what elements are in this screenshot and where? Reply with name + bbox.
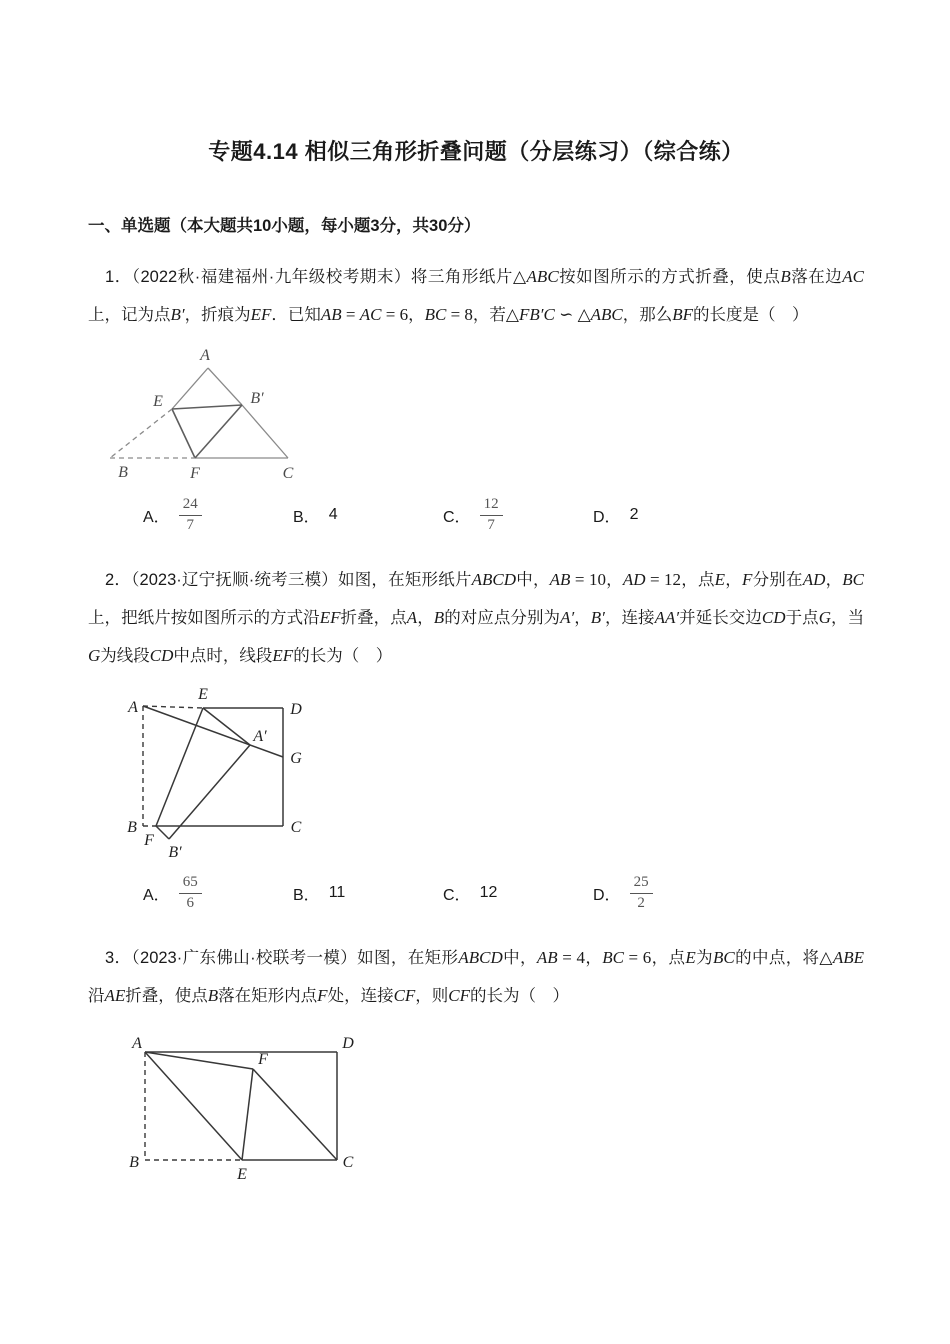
fig1-line-BprimeC	[242, 405, 288, 458]
text-run: 沿	[88, 987, 105, 1005]
text-run: 的长为（ ）	[293, 647, 393, 665]
math-run: ABC	[590, 305, 623, 324]
fig1-line-ABprime	[208, 368, 242, 405]
fig3-line-AF	[145, 1052, 253, 1069]
fig2-line-EAprime	[203, 708, 250, 745]
question-2	[88, 561, 864, 917]
fraction-numerator: 24	[179, 496, 202, 515]
fig1-label-C: C	[282, 465, 294, 482]
math-run: △	[512, 267, 527, 286]
fig2-label-C: C	[290, 819, 302, 836]
text-run: ，	[574, 609, 591, 627]
fraction	[179, 874, 202, 912]
math-run: G	[818, 608, 831, 627]
q1-option-a	[143, 496, 293, 534]
math-run: AA′	[654, 608, 680, 627]
math-run: G	[88, 646, 101, 665]
question-1	[88, 258, 864, 539]
math-run: B	[207, 986, 219, 1005]
figure-q3-folded-rectangle	[100, 1027, 360, 1187]
text-run: 落在边	[790, 268, 843, 286]
fig2-label-B-prime: B′	[168, 844, 182, 861]
math-run: AB	[320, 305, 342, 324]
question-3-text	[88, 939, 864, 1015]
fig1-line-FBprime	[195, 405, 242, 458]
math-run: = 6	[381, 305, 409, 324]
text-run: 的中点，将	[734, 949, 820, 967]
fig1-line-EF-crease	[172, 409, 195, 458]
fraction	[630, 874, 653, 912]
q2-option-c	[443, 882, 593, 905]
text-run: 并延长交边	[679, 609, 762, 627]
option-value: 12	[479, 884, 498, 901]
option-label: D．	[593, 508, 621, 526]
option-value: 2	[629, 506, 639, 523]
question-1-options	[88, 491, 864, 539]
fig2-label-G: G	[290, 750, 302, 767]
text-run: 于点	[785, 609, 819, 627]
math-run: A	[406, 608, 418, 627]
fraction-denominator: 2	[637, 894, 645, 911]
q2-option-b	[293, 882, 443, 905]
text-run: 分别在	[752, 571, 803, 589]
page-content	[0, 135, 950, 1187]
math-run: F	[741, 570, 753, 589]
option-label: C．	[443, 886, 471, 904]
text-run: ，点	[651, 949, 686, 967]
math-run: B′	[170, 305, 185, 324]
fig1-label-F: F	[190, 465, 200, 482]
fraction	[179, 496, 202, 534]
fraction-numerator: 25	[630, 874, 653, 893]
fig3-line-FC	[253, 1069, 337, 1160]
math-run: ∽	[554, 305, 578, 324]
text-run: 中，	[516, 571, 550, 589]
math-run: ABCD	[471, 570, 517, 589]
question-2-text	[88, 561, 864, 675]
fraction-denominator: 7	[487, 516, 495, 533]
text-run: ，连接	[604, 609, 655, 627]
math-run: BC	[424, 305, 447, 324]
text-run: 3．（2023·广东佛山·校联考一模）如图，在矩形	[105, 949, 459, 967]
q1-option-b	[293, 504, 443, 527]
fig2-label-F: F	[144, 832, 154, 849]
fig2-label-A-prime: A′	[253, 728, 267, 745]
text-run: 落在矩形内点	[218, 987, 318, 1005]
fraction-numerator: 65	[179, 874, 202, 893]
question-2-options	[88, 869, 864, 917]
fraction-numerator: 12	[480, 496, 503, 515]
text-run: 2．（2023·辽宁抚顺·统考三模）如图，在矩形纸片	[105, 571, 472, 589]
section-heading: 一、单选题（本大题共10小题，每小题3分，共30分）	[88, 217, 481, 235]
math-run: B	[433, 608, 445, 627]
fig1-line-EB-dashed	[110, 409, 172, 458]
text-run: 的长为（ ）	[470, 987, 570, 1005]
text-run: ，	[408, 306, 425, 324]
fig1-line-EBprime	[172, 405, 242, 409]
text-run: ，折痕为	[184, 306, 251, 324]
text-run: ，	[825, 571, 843, 589]
math-run: ABC	[526, 267, 559, 286]
math-run: = 8	[446, 305, 473, 324]
fig3-label-C: C	[342, 1154, 354, 1171]
text-run: 上，记为点	[88, 306, 171, 324]
math-run: CD	[149, 646, 174, 665]
fig3-label-E: E	[237, 1166, 247, 1183]
math-run: AC	[842, 267, 865, 286]
text-run: 的对应点分别为	[444, 609, 561, 627]
q2-option-a	[143, 874, 293, 912]
fig3-line-AE-crease	[145, 1052, 242, 1160]
fig1-label-B-prime: B′	[250, 390, 264, 407]
math-run: B	[780, 267, 791, 286]
option-value: 11	[328, 884, 346, 901]
math-run: CF	[448, 986, 471, 1005]
text-run: 上，把纸片按如图所示的方式沿	[88, 609, 320, 627]
text-run: ，	[605, 571, 623, 589]
fig1-label-E: E	[153, 393, 163, 410]
q1-option-c	[443, 496, 593, 534]
fig2-label-E: E	[198, 686, 208, 703]
math-run: ABCD	[458, 948, 503, 967]
text-run: 1．（2022秋·福建福州·九年级校考期末）将三角形纸片	[105, 268, 513, 286]
text-run: ，	[417, 609, 434, 627]
option-value: 4	[328, 506, 338, 523]
math-run: △	[505, 305, 519, 324]
text-run: 折叠，点	[340, 609, 407, 627]
math-run: = 4	[557, 948, 585, 967]
question-1-text	[88, 258, 864, 334]
math-run: AC	[359, 305, 382, 324]
text-run: 按如图所示的方式折叠，使点	[558, 268, 781, 286]
fraction	[480, 496, 503, 534]
fig3-label-A: A	[132, 1035, 142, 1052]
text-run: ，则	[415, 987, 449, 1005]
math-run: B′	[590, 608, 605, 627]
math-run: E	[685, 948, 696, 967]
text-run: 处，连接	[327, 987, 394, 1005]
figure-q1-folded-triangle	[100, 340, 310, 485]
text-run: ．已知	[271, 306, 321, 324]
fig1-label-B: B	[118, 464, 128, 481]
option-label: B．	[293, 886, 320, 904]
fraction-denominator: 6	[186, 894, 194, 911]
fig3-label-D: D	[342, 1035, 354, 1052]
q1-option-d	[593, 504, 743, 527]
option-label: D．	[593, 886, 621, 904]
math-run: AD	[622, 570, 646, 589]
fig2-line-AE-dashed	[143, 706, 203, 708]
figure-q2-folded-rectangle	[108, 683, 338, 863]
text-run: ，	[584, 949, 603, 967]
fig2-label-A: A	[128, 699, 138, 716]
math-run: = 10	[570, 570, 606, 589]
fig3-line-FE	[242, 1069, 253, 1160]
math-run: BC	[602, 948, 624, 967]
text-run: ，点	[681, 571, 715, 589]
fig1-label-A: A	[200, 347, 210, 364]
text-run: ，那么	[622, 306, 673, 324]
question-3	[88, 939, 864, 1187]
fig3-label-F: F	[258, 1051, 268, 1068]
math-run: BF	[672, 305, 694, 324]
option-label: A．	[143, 508, 170, 526]
fig2-label-D: D	[290, 701, 302, 718]
math-run: △	[577, 305, 591, 324]
math-run: BC	[712, 948, 735, 967]
math-run: ABE	[832, 948, 865, 967]
math-run: A′	[560, 608, 575, 627]
fig3-label-B: B	[129, 1154, 139, 1171]
math-run: AB	[536, 948, 558, 967]
math-run: AB	[549, 570, 571, 589]
math-run: CD	[761, 608, 786, 627]
math-run: BC	[842, 570, 865, 589]
math-run: FB′C	[519, 305, 555, 324]
fig2-line-BprimeAprime	[169, 745, 250, 839]
math-run: = 12	[645, 570, 682, 589]
math-run: EF	[272, 646, 294, 665]
math-run: △	[819, 948, 833, 967]
page-title: 专题4.14 相似三角形折叠问题（分层练习）（综合练）	[208, 139, 744, 164]
fig1-line-AE	[172, 368, 208, 409]
text-run: ，若	[472, 306, 506, 324]
fig2-line-FBprime	[156, 826, 169, 839]
option-label: A．	[143, 886, 170, 904]
text-run: ，	[725, 571, 742, 589]
math-run: AE	[104, 986, 126, 1005]
fraction-denominator: 7	[186, 516, 194, 533]
text-run: 中点时，线段	[173, 647, 273, 665]
math-run: = 6	[623, 948, 652, 967]
math-run: F	[317, 986, 328, 1005]
option-label: B．	[293, 508, 320, 526]
text-run: 中，	[502, 949, 537, 967]
math-run: EF	[250, 305, 272, 324]
text-run: 的长度是（ ）	[693, 306, 809, 324]
text-run: 折叠，使点	[125, 987, 208, 1005]
math-run: =	[341, 305, 360, 324]
math-run: AD	[802, 570, 826, 589]
text-run: 为线段	[100, 647, 150, 665]
text-run: ，当	[830, 609, 865, 627]
math-run: EF	[319, 608, 341, 627]
fig2-label-B: B	[127, 819, 137, 836]
text-run: 为	[695, 949, 713, 967]
option-label: C．	[443, 508, 471, 526]
math-run: E	[714, 570, 726, 589]
q2-option-d	[593, 874, 743, 912]
math-run: CF	[393, 986, 416, 1005]
